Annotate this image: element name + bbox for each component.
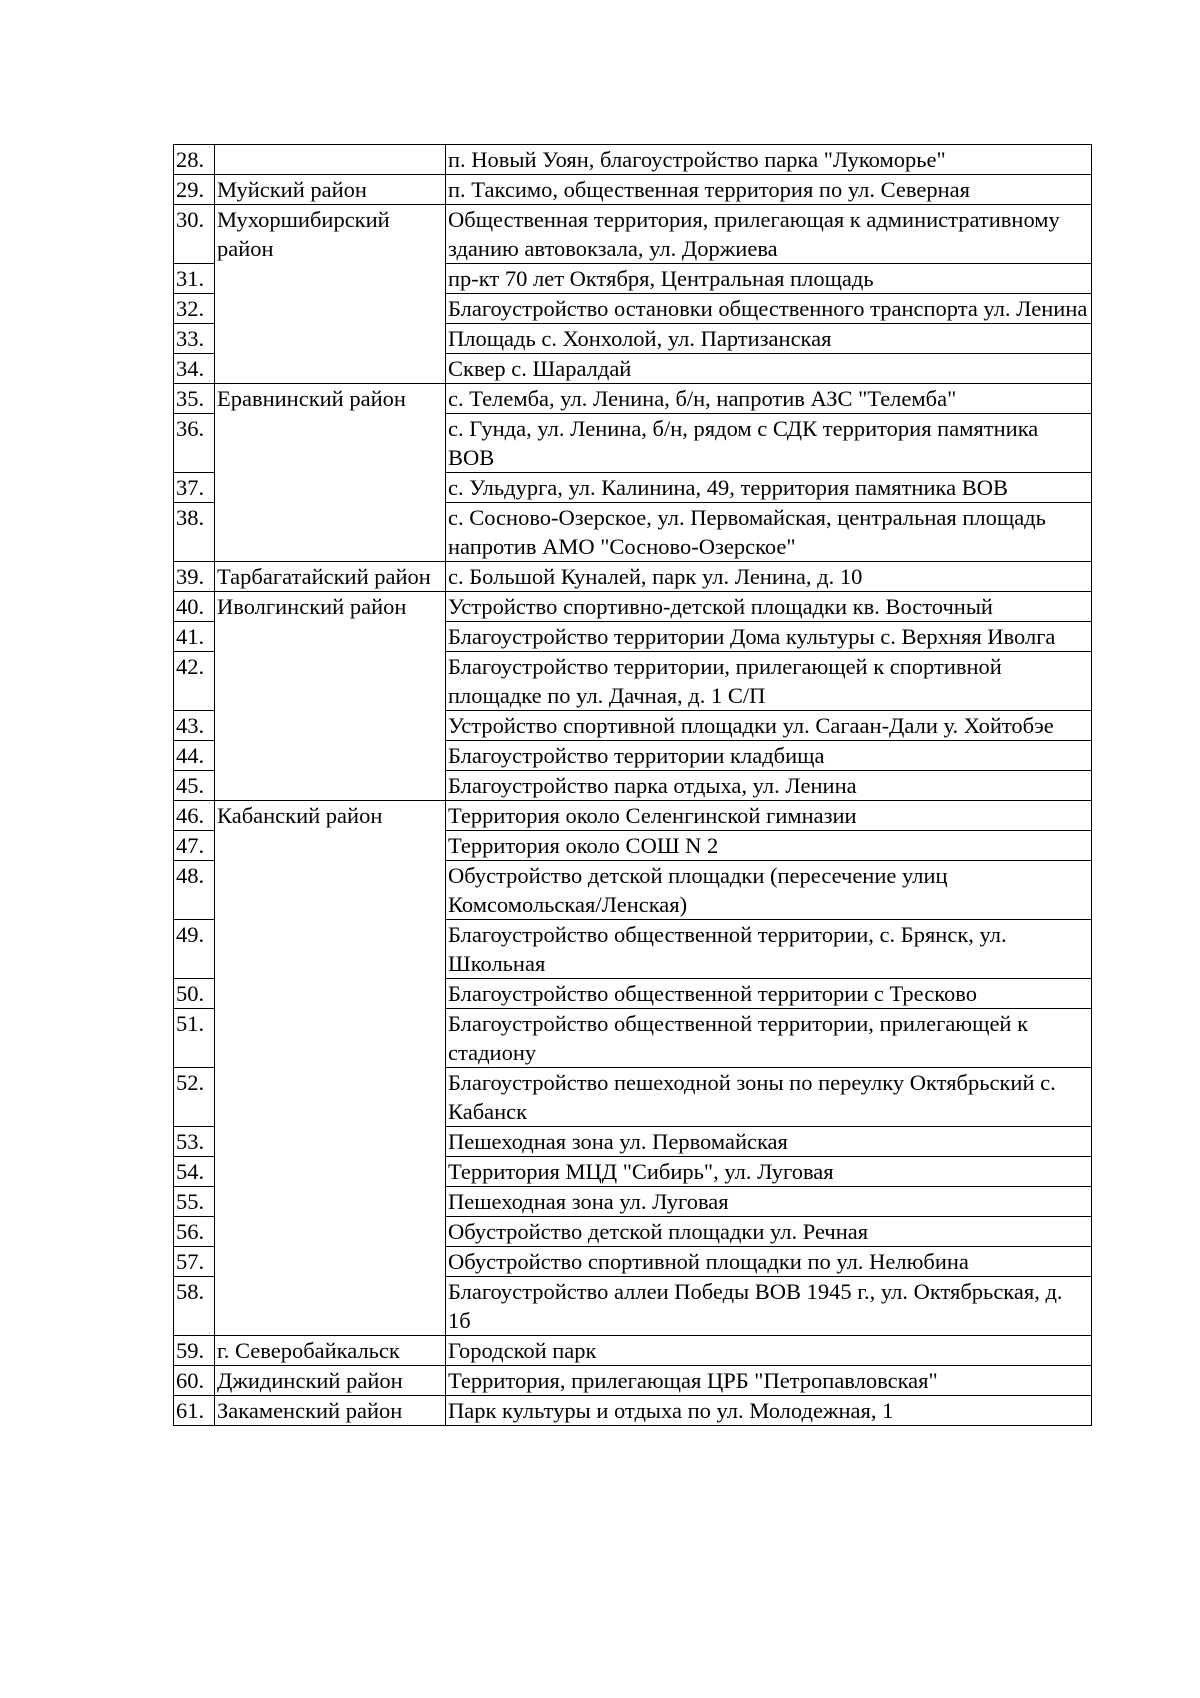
object-cell: Благоустройство территории, прилегающей к спортивной площадке по ул. Дачная, д. 1 С/П [446, 652, 1092, 711]
object-cell: Благоустройство аллеи Победы ВОВ 1945 г., ул. Октябрьская, д. 1б [446, 1277, 1092, 1336]
table-body [174, 145, 1092, 1426]
object-cell: Парк культуры и отдыха по ул. Молодежная, 1 [446, 1396, 1092, 1426]
object-cell: Обустройство детской площадки (пересечение улиц Комсомольская/Ленская) [446, 861, 1092, 920]
row-number-cell: 37. [174, 473, 215, 503]
object-cell: п. Новый Уоян, благоустройство парка "Лукоморье" [446, 145, 1092, 175]
row-number-cell: 54. [174, 1157, 215, 1187]
row-number-cell: 41. [174, 622, 215, 652]
row-number-cell: 29. [174, 175, 215, 205]
object-cell: Благоустройство общественной территории, с. Брянск, ул. Школьная [446, 920, 1092, 979]
table-row [174, 145, 1092, 175]
row-number-cell: 56. [174, 1217, 215, 1247]
table-row [174, 1366, 1092, 1396]
object-cell: Устройство спортивной площадки ул. Сагаан-Дали у. Хойтобэе [446, 711, 1092, 741]
row-number-cell: 36. [174, 414, 215, 473]
row-number-cell: 50. [174, 979, 215, 1009]
row-number-cell: 30. [174, 205, 215, 264]
district-cell: Еравнинский район [215, 384, 446, 562]
district-cell: Кабанский район [215, 801, 446, 1336]
district-cell: г. Северобайкальск [215, 1336, 446, 1366]
row-number-cell: 40. [174, 592, 215, 622]
object-cell: с. Гунда, ул. Ленина, б/н, рядом с СДК территория памятника ВОВ [446, 414, 1092, 473]
row-number-cell: 45. [174, 771, 215, 801]
object-cell: с. Ульдурга, ул. Калинина, 49, территория памятника ВОВ [446, 473, 1092, 503]
object-cell: Благоустройство пешеходной зоны по переулку Октябрьский с. Кабанск [446, 1068, 1092, 1127]
row-number-cell: 48. [174, 861, 215, 920]
object-cell: Благоустройство остановки общественного транспорта ул. Ленина [446, 294, 1092, 324]
table-row [174, 205, 1092, 264]
object-cell: Устройство спортивно-детской площадки кв. Восточный [446, 592, 1092, 622]
table-row [174, 562, 1092, 592]
row-number-cell: 49. [174, 920, 215, 979]
row-number-cell: 55. [174, 1187, 215, 1217]
object-cell: Благоустройство парка отдыха, ул. Ленина [446, 771, 1092, 801]
object-cell: Общественная территория, прилегающая к административному зданию автовокзала, ул. Доржиева [446, 205, 1092, 264]
object-cell: Территория около СОШ N 2 [446, 831, 1092, 861]
object-cell: Пешеходная зона ул. Первомайская [446, 1127, 1092, 1157]
district-cell: Иволгинский район [215, 592, 446, 801]
object-cell: с. Телемба, ул. Ленина, б/н, напротив АЗС "Телемба" [446, 384, 1092, 414]
object-cell: Благоустройство общественной территории, прилегающей к стадиону [446, 1009, 1092, 1068]
table-row [174, 1396, 1092, 1426]
row-number-cell: 51. [174, 1009, 215, 1068]
object-cell: с. Большой Куналей, парк ул. Ленина, д. 10 [446, 562, 1092, 592]
row-number-cell: 53. [174, 1127, 215, 1157]
row-number-cell: 60. [174, 1366, 215, 1396]
row-number-cell: 61. [174, 1396, 215, 1426]
object-cell: Территория МЦД "Сибирь", ул. Луговая [446, 1157, 1092, 1187]
table-row [174, 175, 1092, 205]
district-cell: Муйский район [215, 175, 446, 205]
row-number-cell: 58. [174, 1277, 215, 1336]
object-cell: с. Сосново-Озерское, ул. Первомайская, центральная площадь напротив АМО "Сосново-Озерское" [446, 503, 1092, 562]
object-cell: Благоустройство общественной территории с Тресково [446, 979, 1092, 1009]
object-cell: пр-кт 70 лет Октября, Центральная площадь [446, 264, 1092, 294]
object-cell: Сквер с. Шаралдай [446, 354, 1092, 384]
object-cell: Обустройство спортивной площадки по ул. Нелюбина [446, 1247, 1092, 1277]
district-cell: Тарбагатайский район [215, 562, 446, 592]
row-number-cell: 43. [174, 711, 215, 741]
district-cell [215, 145, 446, 175]
object-cell: п. Таксимо, общественная территория по ул. Северная [446, 175, 1092, 205]
row-number-cell: 57. [174, 1247, 215, 1277]
row-number-cell: 46. [174, 801, 215, 831]
table-row [174, 801, 1092, 831]
object-cell: Пешеходная зона ул. Луговая [446, 1187, 1092, 1217]
object-cell: Площадь с. Хонхолой, ул. Партизанская [446, 324, 1092, 354]
row-number-cell: 33. [174, 324, 215, 354]
row-number-cell: 38. [174, 503, 215, 562]
object-cell: Обустройство детской площадки ул. Речная [446, 1217, 1092, 1247]
row-number-cell: 32. [174, 294, 215, 324]
district-cell: Мухоршибирский район [215, 205, 446, 384]
row-number-cell: 39. [174, 562, 215, 592]
row-number-cell: 44. [174, 741, 215, 771]
district-cell: Закаменский район [215, 1396, 446, 1426]
row-number-cell: 47. [174, 831, 215, 861]
object-cell: Благоустройство территории кладбища [446, 741, 1092, 771]
object-cell: Благоустройство территории Дома культуры с. Верхняя Иволга [446, 622, 1092, 652]
row-number-cell: 52. [174, 1068, 215, 1127]
row-number-cell: 28. [174, 145, 215, 175]
objects-table [173, 144, 1092, 1426]
row-number-cell: 35. [174, 384, 215, 414]
table-row [174, 384, 1092, 414]
object-cell: Территория около Селенгинской гимназии [446, 801, 1092, 831]
row-number-cell: 31. [174, 264, 215, 294]
district-cell: Джидинский район [215, 1366, 446, 1396]
table-row [174, 1336, 1092, 1366]
row-number-cell: 59. [174, 1336, 215, 1366]
object-cell: Городской парк [446, 1336, 1092, 1366]
object-cell: Территория, прилегающая ЦРБ "Петропавловская" [446, 1366, 1092, 1396]
row-number-cell: 42. [174, 652, 215, 711]
row-number-cell: 34. [174, 354, 215, 384]
table-row [174, 592, 1092, 622]
